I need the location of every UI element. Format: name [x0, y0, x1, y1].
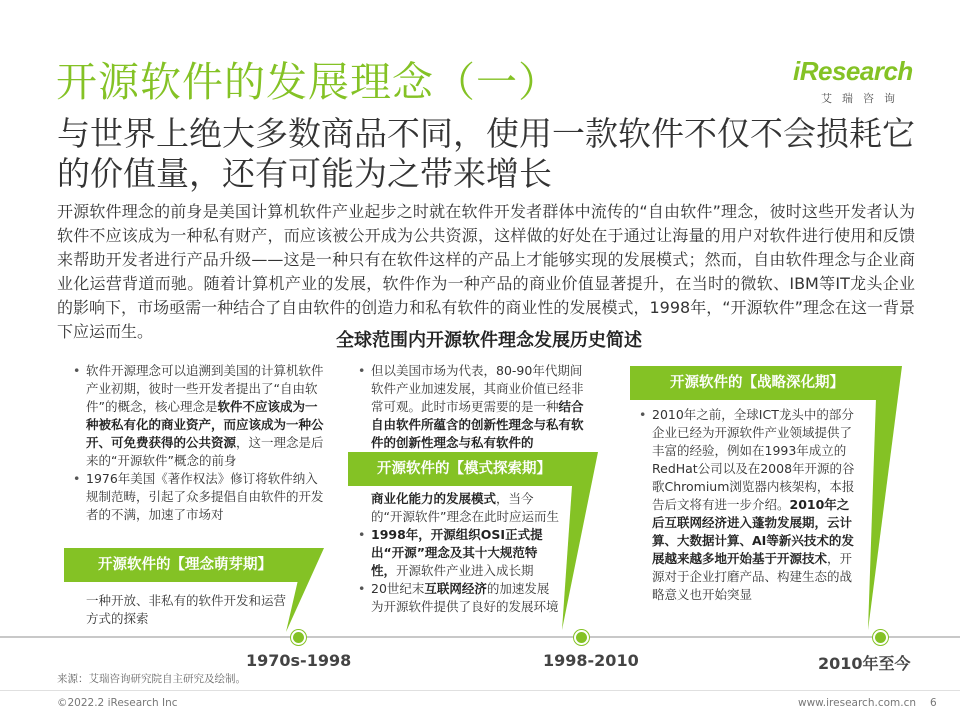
stage2-bullet-1-continued: 商业化能力的发展模式，当今的“开源软件”理念在此时应运而生 — [371, 491, 559, 524]
stage1-banner: 开源软件的【理念萌芽期】 — [64, 548, 306, 582]
copyright: ©2022.2 iResearch Inc — [57, 697, 178, 709]
timeline-marker-2 — [574, 630, 589, 645]
stage1-bullet-1: • 软件开源理念可以追溯到美国的计算机软件产业初期，彼时一些开发者提出了“自由软件”的概念，核心理念是软件不应该成为一种被私有化的商业资产，而应该成为一种公开、可免费获得的公共资源，这一理念是后来的“开源软件”概念的前身 — [86, 362, 328, 470]
stage2-column-top — [355, 362, 593, 452]
page-title: 开源软件的发展理念（一） — [56, 58, 560, 106]
stage2-bullet-2: • 1998年，开源组织OSI正式提出“开源”理念及其十大规范特性，开源软件产业进入成长期 — [371, 526, 560, 580]
intro-paragraph: 开源软件理念的前身是美国计算机软件产业起步之时就在软件开发者群体中流传的“自由软件”理念，彼时这些开发者认为软件不应该成为一种私有财产，而应该被公开成为公共资源，这样做的好处在于通过让海量的用户对软件进行使用和反馈来帮助开发者进行产品升级——这是一种只有在软件这样的产品上才能够实现的发展模式；然而，自由软件理念与企业商业化运营背道而驰。随着计算机产业的发展，软件作为一种产品的商业价值显著提升，在当时的微软、IBM等IT龙头企业的影响下，市场亟需一种结合了自由软件的创造力和私有软件的商业性的发展模式，1998年，“开源软件”理念在这一背景下应运而生。 — [57, 202, 915, 341]
stage3-banner: 开源软件的【战略深化期】 — [630, 366, 884, 400]
timeline-label-1: 1970s-1998 — [246, 651, 352, 670]
iresearch-logo — [793, 54, 913, 106]
website-link[interactable]: www.iresearch.com.cn — [798, 697, 917, 709]
timeline-axis — [0, 636, 960, 638]
stage3-bullet-1: • 2010年之前，全球ICT龙头中的部分企业已经为开源软件产业领域提供了丰富的经验，例如在1993年成立的RedHat公司以及在2008年开源的谷歌Chromium浏览器内核架构，本报告后文将有进一步介绍。2010年之后互联网经济进入蓬勃发展期，云计算、大数据计算、AI等新兴技术的发展越来越多地开始基于开源技术，开源对于企业打磨产品、构建生态的战略意义也开始突显 — [652, 406, 860, 604]
page-number: 6 — [930, 697, 937, 709]
stage2-bullet-3: • 20世纪末互联网经济的加速发展为开源软件提供了良好的发展环境 — [371, 580, 560, 616]
timeline-marker-1 — [291, 630, 306, 645]
footer-divider — [0, 690, 960, 691]
timeline-label-3: 2010年至今 — [818, 654, 911, 673]
page-subtitle: 与世界上绝大多数商品不同，使用一款软件不仅不会损耗它的价值量，还有可能为之带来增长 — [57, 114, 915, 193]
stage2-banner: 开源软件的【模式探索期】 — [348, 452, 580, 486]
stage2-column-bottom — [355, 490, 560, 616]
logo-subtext: 艾瑞咨询 — [821, 92, 905, 105]
timeline-marker-3 — [873, 630, 888, 645]
stage2-bullet-1: • 但以美国市场为代表，80-90年代期间软件产业加速发展，其商业价值已经非常可观。此时市场更需要的是一种结合自由软件所蕴含的创新性理念与私有软件的创新性理念与私有软件的 — [371, 362, 593, 452]
logo-text: iResearch — [793, 56, 913, 86]
stage1-after-text: 一种开放、非私有的软件开发和运营方式的探索 — [86, 593, 287, 626]
timeline-label-2: 1998-2010 — [543, 651, 639, 670]
source-note: 来源：艾瑞咨询研究院自主研究及绘制。 — [57, 673, 246, 685]
stage3-column — [636, 406, 860, 604]
stage1-column — [70, 362, 328, 524]
stage3-banner-arrow — [856, 358, 906, 636]
history-title: 全球范围内开源软件理念发展历史简述 — [336, 330, 642, 351]
stage1-bullet-2: • 1976年美国《著作权法》修订将软件纳入规制范畴，引起了众多提倡自由软件的开发者的不满，加速了市场对 — [86, 470, 328, 524]
